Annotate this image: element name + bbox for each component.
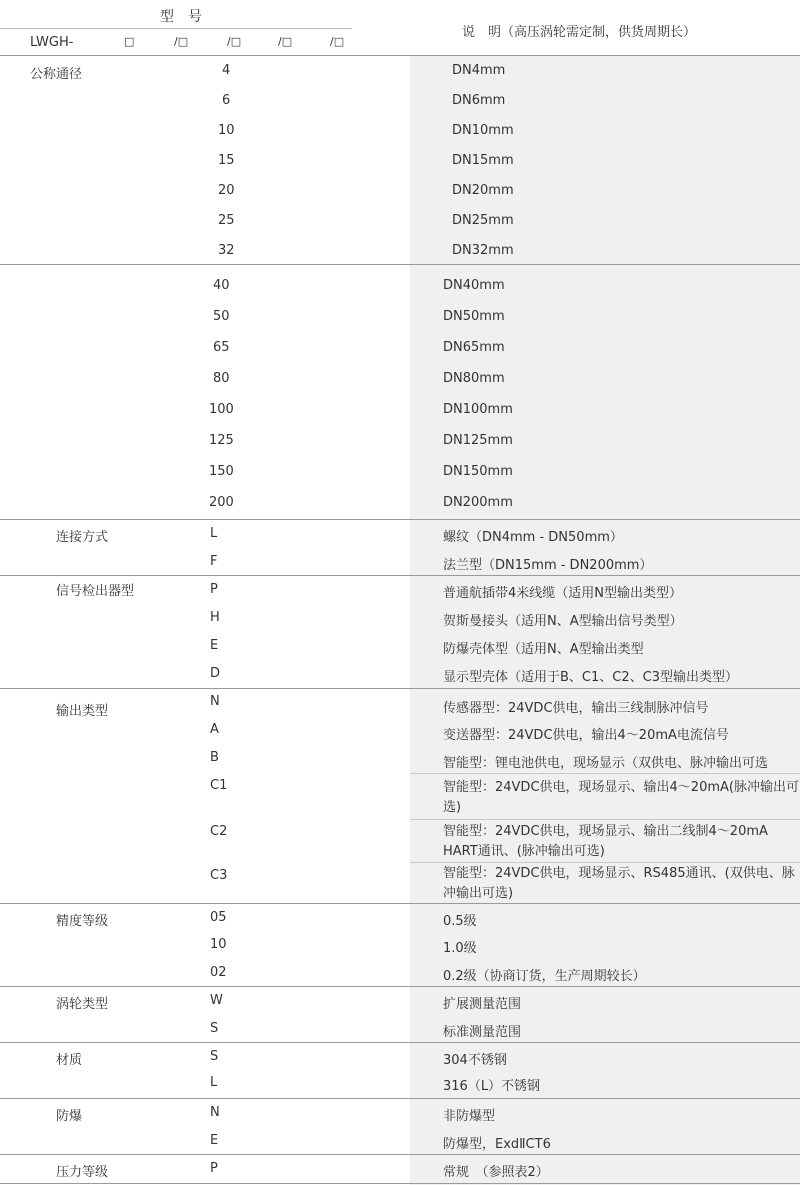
model-slot-4: /□ [278, 35, 293, 48]
diameter-desc: DN32mm [452, 243, 514, 258]
detector-code: P [210, 582, 218, 597]
diameter-desc: DN10mm [452, 123, 514, 138]
diameter-label: 公称通径 [30, 67, 83, 82]
diameter-desc: DN80mm [443, 371, 505, 386]
diameter-desc: DN150mm [443, 464, 513, 479]
turbine-code: S [210, 1021, 219, 1036]
output-code: N [210, 694, 220, 709]
diameter-code: 50 [213, 309, 230, 324]
diameter-code: 40 [213, 278, 230, 293]
diameter-code: 80 [213, 371, 230, 386]
model-header: 型 号 [160, 9, 202, 25]
diameter-desc: DN25mm [452, 213, 514, 228]
diameter-code: 100 [209, 402, 234, 417]
explosion-code: N [210, 1105, 220, 1120]
accuracy-code: 10 [210, 937, 227, 952]
output-label: 输出类型 [56, 704, 109, 719]
diameter-desc: DN100mm [443, 402, 513, 417]
accuracy-code: 05 [210, 910, 227, 925]
accuracy-desc: 0.2级（协商订货，生产周期较长） [443, 969, 646, 984]
accuracy-code: 02 [210, 965, 227, 980]
material-desc: 316（L）不锈钢 [443, 1079, 541, 1094]
accuracy-desc: 1.0级 [443, 941, 477, 956]
model-slot-2: /□ [174, 35, 189, 48]
accuracy-label: 精度等级 [56, 914, 109, 929]
pressure-desc: 常规 （参照表2） [443, 1165, 549, 1180]
section-divider [0, 264, 800, 265]
diameter-desc: DN125mm [443, 433, 513, 448]
explosion-desc: 防爆型，ExdⅡCT6 [443, 1137, 551, 1152]
detector-desc: 普通航插带4米线缆（适用N型输出类型） [443, 586, 682, 601]
output-code: B [210, 750, 219, 765]
material-desc: 304不锈钢 [443, 1053, 507, 1068]
material-label: 材质 [56, 1053, 83, 1068]
diameter-code: 125 [209, 433, 234, 448]
detector-desc: 防爆壳体型（适用N、A型输出类型 [443, 642, 644, 657]
section-divider [0, 986, 800, 987]
turbine-desc: 扩展测量范围 [443, 997, 522, 1012]
diameter-code: 4 [222, 63, 231, 78]
diameter-desc: DN40mm [443, 278, 505, 293]
header-subdivider [0, 28, 352, 29]
diameter-desc: DN6mm [452, 93, 506, 108]
diameter-desc: DN4mm [452, 63, 506, 78]
model-slot-3: /□ [227, 35, 242, 48]
detector-code: D [210, 666, 221, 681]
diameter-code: 20 [218, 183, 235, 198]
row-divider [410, 862, 800, 863]
output-desc: 智能型：24VDC供电，现场显示、输出4～20mA(脉冲输出可选) [443, 780, 799, 815]
output-code: C1 [210, 778, 228, 793]
output-desc: 变送器型：24VDC供电，输出4～20mA电流信号 [443, 728, 729, 743]
row-divider [410, 773, 800, 774]
diameter-code: 32 [218, 243, 235, 258]
diameter-desc: DN65mm [443, 340, 505, 355]
output-desc: 智能型：锂电池供电，现场显示（双供电、脉冲输出可选 [443, 756, 769, 771]
explosion-code: E [210, 1133, 219, 1148]
detector-code: E [210, 638, 219, 653]
pressure-code: P [210, 1161, 218, 1176]
accuracy-desc: 0.5级 [443, 914, 477, 929]
output-desc: 智能型：24VDC供电，现场显示、输出二线制4～20mA HART通讯、(脉冲输出可选) [443, 824, 768, 859]
row-divider [410, 819, 800, 820]
turbine-desc: 标准测量范围 [443, 1025, 522, 1040]
diameter-desc: DN20mm [452, 183, 514, 198]
diameter-code: 25 [218, 213, 235, 228]
output-code: C3 [210, 868, 228, 883]
description-header: 说 明（高压涡轮需定制，供货周期长） [462, 25, 697, 40]
section-divider [0, 1154, 800, 1155]
turbine-label: 涡轮类型 [56, 997, 109, 1012]
output-code: C2 [210, 824, 228, 839]
detector-desc: 显示型壳体（适用于B、C1、C2、C3型输出类型） [443, 670, 738, 685]
pressure-label: 压力等级 [56, 1165, 109, 1180]
explosion-label: 防爆 [56, 1109, 83, 1124]
diameter-code: 15 [218, 153, 235, 168]
diameter-code: 150 [209, 464, 234, 479]
output-code: A [210, 722, 219, 737]
connection-desc: 螺纹（DN4mm - DN50mm） [443, 530, 623, 545]
section-divider [0, 903, 800, 904]
connection-code: L [210, 526, 218, 541]
model-slot-1: □ [124, 35, 135, 48]
diameter-desc: DN15mm [452, 153, 514, 168]
section-divider [0, 688, 800, 689]
output-desc: 智能型：24VDC供电，现场显示、RS485通讯、(双供电、脉冲输出可选) [443, 866, 795, 901]
diameter-code: 200 [209, 495, 234, 510]
model-prefix: LWGH- [30, 35, 74, 50]
diameter-code: 65 [213, 340, 230, 355]
diameter-desc: DN50mm [443, 309, 505, 324]
section-divider [0, 519, 800, 520]
output-desc: 传感器型：24VDC供电，输出三线制脉冲信号 [443, 701, 709, 716]
detector-code: H [210, 610, 220, 625]
diameter-code: 6 [222, 93, 231, 108]
diameter-code: 10 [218, 123, 235, 138]
section-divider [0, 575, 800, 576]
connection-desc: 法兰型（DN15mm - DN200mm） [443, 558, 653, 573]
detector-desc: 贺斯曼接头（适用N、A型输出信号类型） [443, 614, 683, 629]
table-bottom-border [0, 1183, 800, 1184]
explosion-desc: 非防爆型 [443, 1109, 496, 1124]
model-slot-5: /□ [330, 35, 345, 48]
connection-code: F [210, 554, 218, 569]
turbine-code: W [210, 993, 223, 1008]
material-code: S [210, 1049, 219, 1064]
detector-label: 信号检出器型 [56, 584, 135, 599]
header-divider [0, 55, 800, 56]
section-divider [0, 1098, 800, 1099]
connection-label: 连接方式 [56, 530, 109, 545]
diameter-desc: DN200mm [443, 495, 513, 510]
material-code: L [210, 1075, 218, 1090]
section-divider [0, 1042, 800, 1043]
